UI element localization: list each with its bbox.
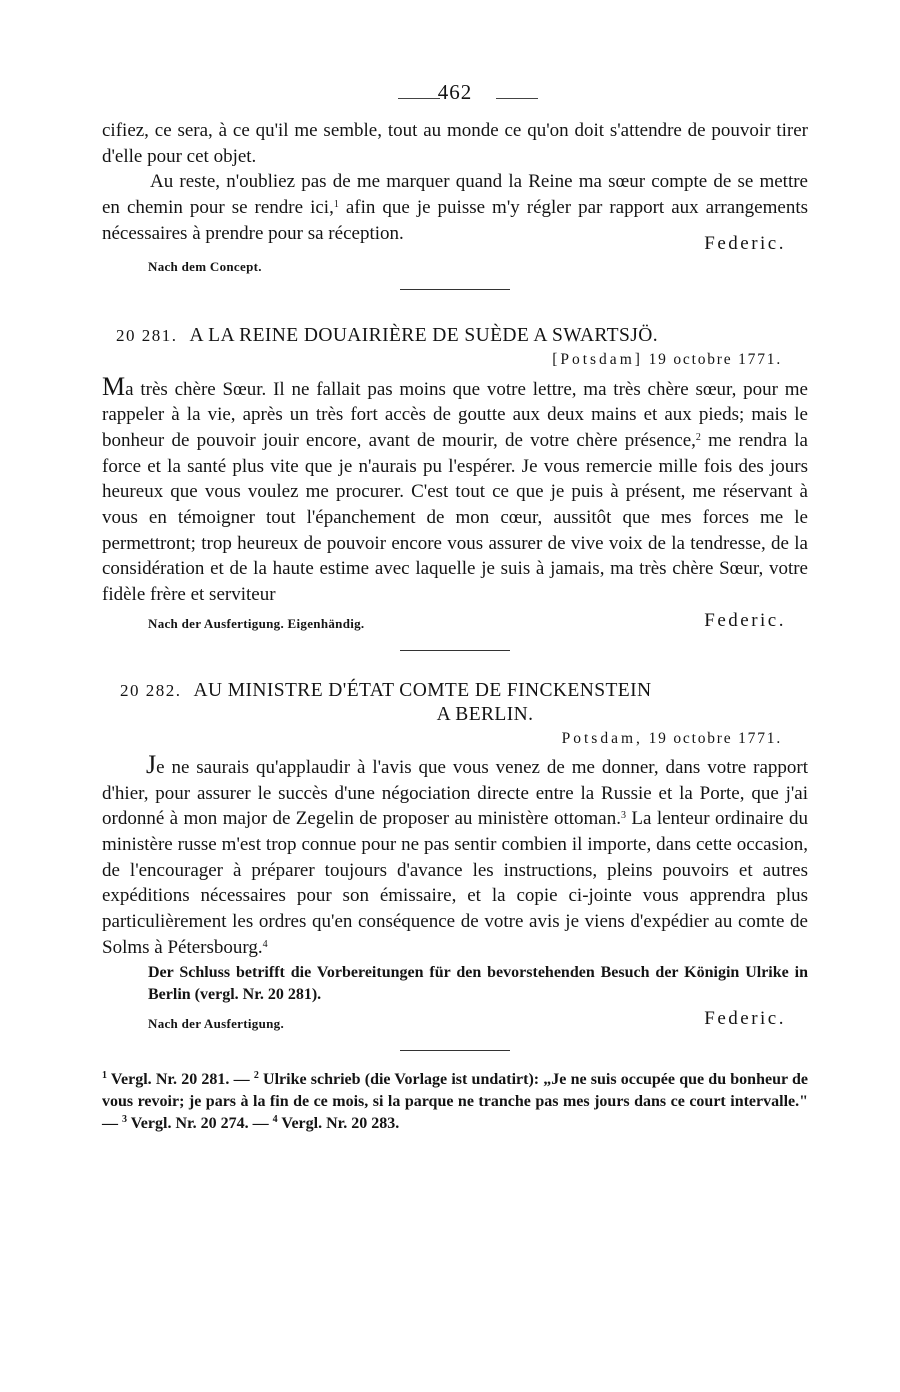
text: La lenteur ordinaire du ministère russe m'est trop connue pour ne pas sentir combien il importe, dans cette occasion, de l'encourager à préparer toujours d'avance les instructions, pleins pouvoirs et autres expéditions nécessaires pour son émissaire, et la copie ci-jointe vous apprendra plus particulièrement les ordres qu'en conséquence de votre avis je viens d'expédier au comte de Solms à Pétersbourg. — [102, 808, 808, 958]
text: me rendra la force et la santé plus vite que je n'aurais pu l'espérer. Je vous remercie mille fois des jours heureux que vous voulez me procurer. C'est tout ce que je puis à présent, me réservant à vous en témoigner tout l'épanchement de mon cœur, aussitôt que mes forces me le permettront; trop heureux de pouvoir encore vous assurer de vive voix de la tendresse, de la considération et de la haute estime avec laquelle je suis à jamais, ma très chère Sœur, votre fidèle frère et serviteur — [102, 429, 808, 606]
source-note: Nach der Ausfertigung. Eigenhändig. — [148, 615, 365, 631]
dateline — [102, 727, 782, 751]
place: [Potsdam] — [552, 350, 643, 368]
letter-20281 — [102, 324, 808, 636]
closing-row — [102, 610, 808, 636]
page-number: 462 — [437, 80, 473, 104]
footnote-text: Vergl. Nr. 20 283. — [277, 1115, 400, 1133]
footnote-mark: 1 — [102, 1070, 107, 1082]
text: e ne saurais qu'applaudir à l'avis que vous venez de me donner, dans votre rapport d'hier, pour assurer le succès d'une négociation directe entre la Russie et la Porte, que j'ai ordonné à mon major de Zegelin de proposer au ministère ottoman. — [102, 756, 808, 830]
continuation-paragraph-2 — [102, 169, 808, 246]
footnotes — [102, 1069, 808, 1135]
separator — [400, 289, 510, 290]
footnote-text: Ulrike schrieb (die Vorlage ist undatirt): „Je ne suis occupée que du bonheur de vous revoir; je pars à la fin de ce mois, si la parque ne tranche pas mes jours dans ce court intervalle." — — [102, 1071, 808, 1133]
initial-letter: M — [102, 371, 126, 401]
signature: Federic. — [704, 1008, 786, 1030]
footnote-text: Vergl. Nr. 20 281. — — [107, 1071, 254, 1089]
source-note: Nach der Ausfertigung. — [148, 1016, 285, 1032]
editorial-note: Der Schluss betrifft die Vorbereitungen für den bevorstehenden Besuch der Königin Ulrike in Berlin (vergl. Nr. 20 281). — [148, 964, 808, 1004]
letter-number: 20 282. — [120, 680, 182, 700]
footnote-mark: 3 — [122, 1114, 127, 1126]
signature: Federic. — [704, 232, 786, 254]
letter-heading-line2: A BERLIN. — [436, 703, 534, 725]
footnote-separator — [400, 1050, 510, 1051]
letter-20282 — [102, 679, 808, 1035]
header-rule-right — [496, 98, 538, 99]
letter-title: AU MINISTRE D'ÉTAT COMTE DE FINCKENSTEIN — [193, 679, 652, 701]
dateline — [102, 348, 782, 372]
letter-heading — [116, 324, 808, 348]
previous-letter-end — [102, 118, 808, 281]
letter-number: 20 281. — [116, 325, 178, 345]
signature: Federic. — [704, 609, 786, 631]
footnote-ref: 2 — [695, 431, 701, 443]
closing-row — [102, 1008, 808, 1034]
header-rule-left — [398, 98, 440, 99]
letter-heading — [120, 679, 808, 703]
date: 19 octobre 1771. — [648, 729, 782, 747]
text: Au reste, n'oubliez pas de me marquer quand la Reine ma sœur compte de se mettre en chemin pour se rendre ici, — [102, 171, 808, 219]
footnote-mark: 2 — [253, 1070, 259, 1082]
footnote-ref: 4 — [262, 938, 268, 950]
closing-row — [102, 232, 808, 281]
continuation-paragraph: cifiez, ce sera, à ce qu'il me semble, tout au monde ce qu'on doit s'attendre de pouvoir tirer d'elle pour cet objet. — [102, 120, 808, 167]
footnote-mark: 4 — [272, 1114, 278, 1126]
letter-title: A LA REINE DOUAIRIÈRE DE SUÈDE A SWARTSJÖ. — [189, 324, 658, 346]
place: Potsdam, — [561, 729, 643, 747]
footnote-text: Vergl. Nr. 20 274. — — [127, 1115, 273, 1133]
text: afin que je puisse m'y régler par rapport aux arrangements nécessaires à prendre pour sa réception. — [102, 197, 808, 244]
date: 19 octobre 1771. — [648, 350, 782, 368]
page — [102, 78, 808, 1135]
letter-body — [102, 371, 808, 608]
footnote-ref: 1 — [333, 199, 339, 211]
letter-body — [102, 749, 808, 961]
page-header — [102, 78, 808, 118]
initial-letter: J — [146, 749, 157, 779]
text: a très chère Sœur. Il ne fallait pas moins que votre lettre, ma très chère sœur, pour me rappeler à la vie, après un très fort accès de goutte aux deux mains et aux pieds; mais le bonheur de pouvoir jouir encore, avant de mourir, de votre chère présence, — [102, 378, 808, 451]
separator — [400, 650, 510, 651]
footnote-ref: 3 — [620, 810, 626, 822]
source-note: Nach dem Concept. — [148, 258, 262, 274]
